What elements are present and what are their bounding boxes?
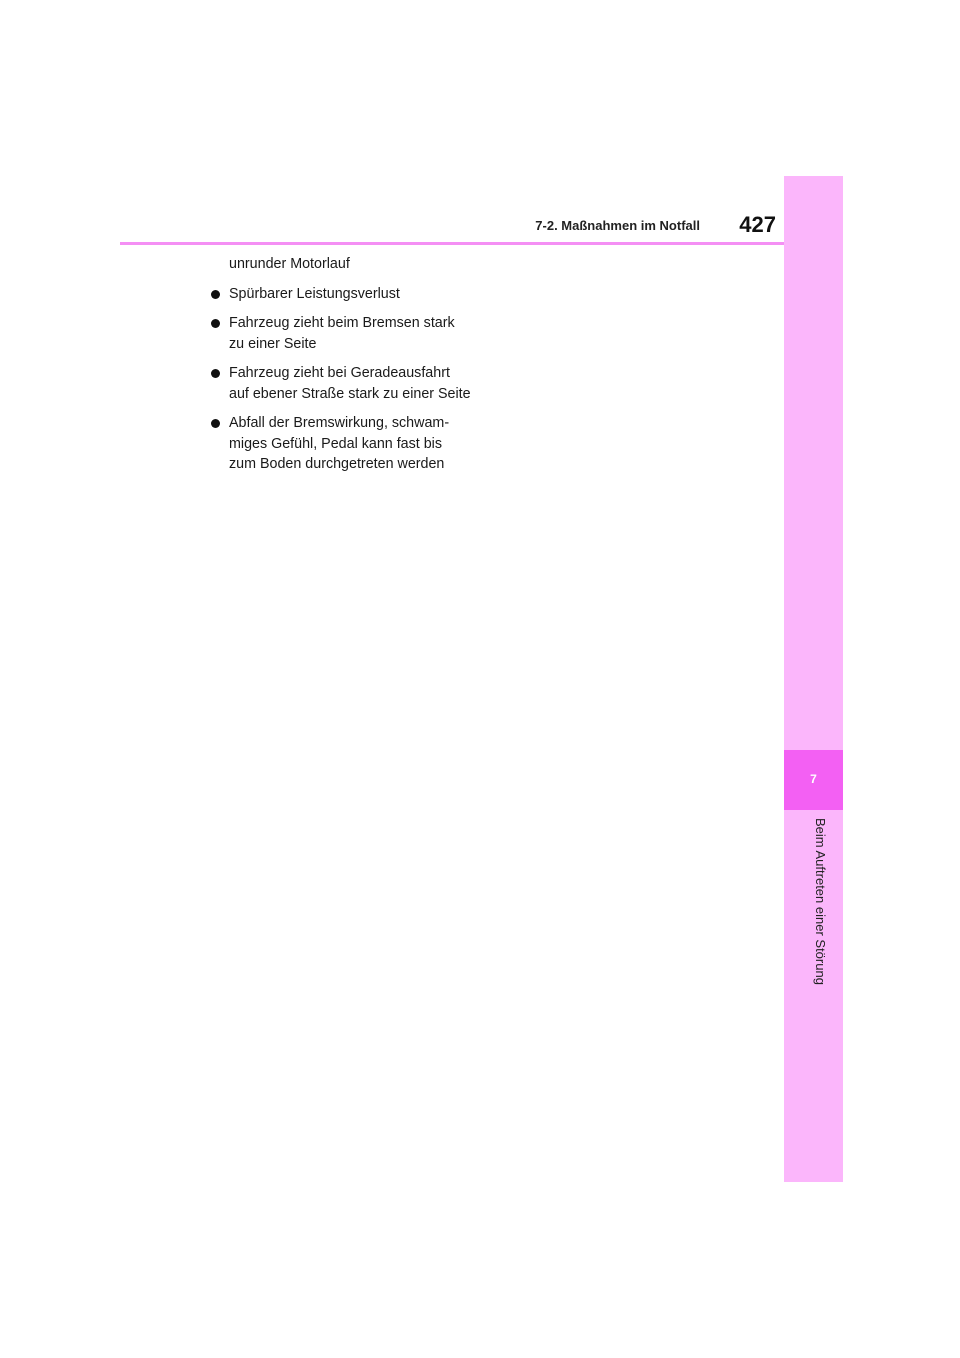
continuation-text: unrunder Motorlauf — [229, 256, 350, 272]
list-item-text: Abfall der Bremswirkung, schwam-miges Gefühl, Pedal kann fast bis zum Boden durchgetreten werden — [229, 415, 450, 472]
chapter-label: Beim Auftreten einer Störung — [813, 818, 828, 985]
bullet-icon — [211, 419, 220, 428]
section-title: 7-2. Maßnahmen im Notfall — [535, 218, 700, 233]
list-item — [210, 284, 472, 305]
bullet-icon — [211, 319, 220, 328]
list-item — [210, 363, 472, 404]
bullet-icon — [211, 369, 220, 378]
content-column — [210, 254, 472, 475]
list-item-text: Spürbarer Leistungsverlust — [229, 285, 400, 302]
list-item-text: Fahrzeug zieht bei Geradeausfahrt auf ebener Straße stark zu einer Seite — [229, 365, 471, 402]
chapter-number: 7 — [810, 772, 817, 786]
bullet-icon — [211, 290, 220, 299]
page-number: 427 — [739, 212, 776, 237]
header-rule — [120, 242, 784, 245]
list-item — [210, 413, 472, 475]
side-tab — [784, 176, 843, 1182]
list-item — [210, 313, 472, 354]
list-item-text: Fahrzeug zieht beim Bremsen stark zu einer Seite — [229, 315, 455, 352]
